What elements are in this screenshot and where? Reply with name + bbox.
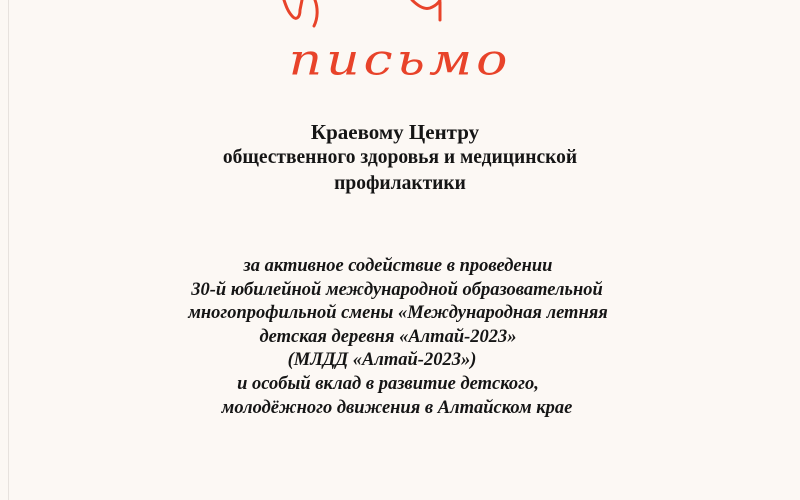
letter-heading: письмо [288,36,512,86]
body-line-5: (МЛДД «Алтай-2023») [287,350,477,371]
recipient-line-1: Краевому Центру [310,120,480,144]
body-line-6: и особый вклад в развитие детского, [237,373,539,394]
body-line-2: 30-й юбилейной международной образовательной [191,279,603,300]
body-line-4: детская деревня «Алтай-2023» [259,326,517,347]
heading-ornament-fragment [0,0,800,32]
body-line-3: многопрофильной смены «Международная летняя [188,303,608,324]
recipient-line-2: общественного здоровья и медицинской [222,147,578,168]
recipient-line-3: профилактики [334,173,466,194]
recipient-block [0,119,800,197]
body-line-1: за активное содействие в проведении [243,256,553,276]
gratitude-text [0,255,800,420]
body-line-7: молодёжного движения в Алтайском крае [221,397,573,418]
